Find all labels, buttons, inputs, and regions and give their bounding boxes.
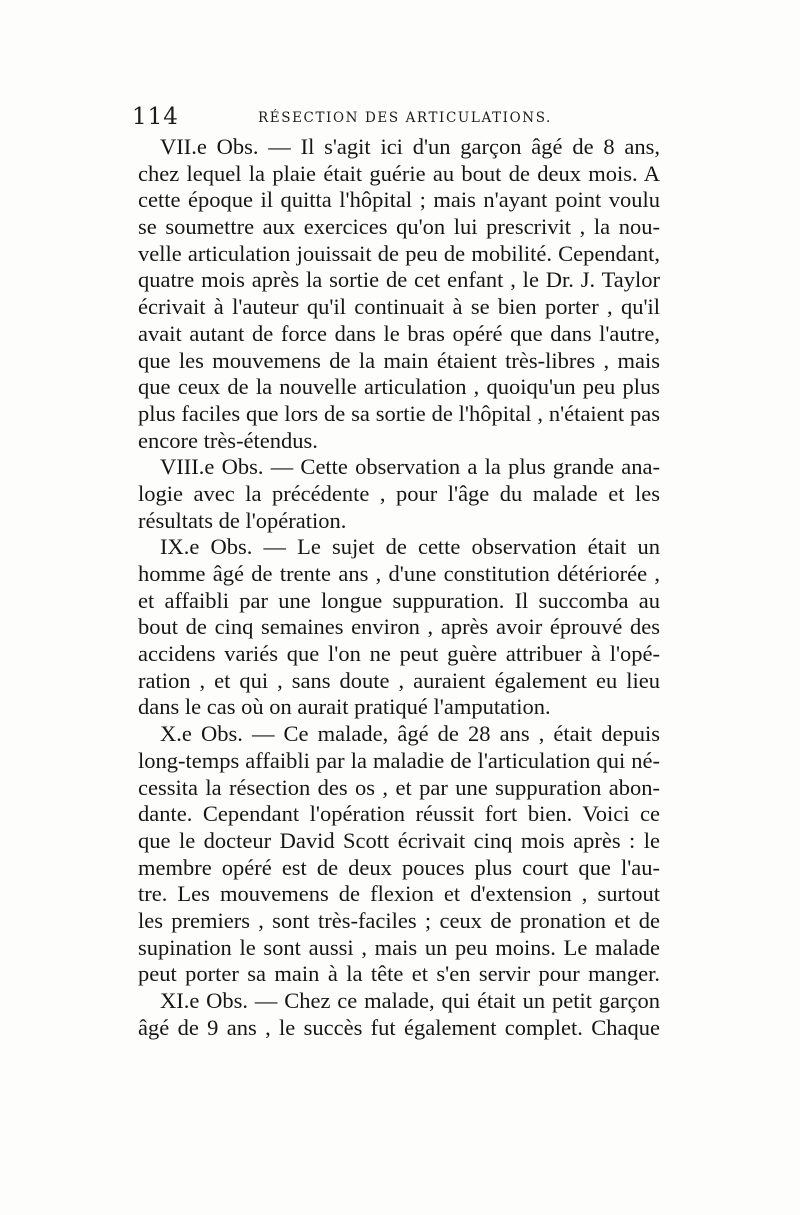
text-line: écrivait à l'auteur qu'il continuait à se bien porter , qu'il (138, 294, 660, 320)
text-line: long-temps affaibli par la maladie de l'articulation qui né- (138, 747, 660, 773)
text-line: que les mouvemens de la main étaient très-libres , mais (138, 347, 660, 373)
text-line: ration , et qui , sans doute , auraient également eu lieu (138, 667, 660, 693)
text-line: encore très-étendus. (138, 427, 318, 453)
running-title: RÉSECTION DES ARTICULATIONS. (258, 110, 552, 126)
page-header (132, 104, 662, 134)
text-line: dans le cas où on aurait pratiqué l'amputation. (138, 694, 551, 720)
text-line: XI.e Obs. — Chez ce malade, qui était un petit garçon (160, 988, 660, 1013)
text-line: X.e Obs. — Ce malade, âgé de 28 ans , était depuis (160, 721, 660, 747)
text-line: se soumettre aux exercices qu'on lui prescrivit , la nou- (138, 214, 660, 240)
text-line: cette époque il quitta l'hôpital ; mais n'ayant point voulu (138, 187, 660, 213)
text-line: âgé de 9 ans , le succès fut également complet. Chaque (138, 1014, 660, 1040)
text-line: velle articulation jouissait de peu de mobilité. Cependant, (138, 240, 660, 266)
body-text (138, 134, 660, 1041)
page-number: 114 (132, 104, 179, 130)
text-line: chez lequel la plaie était guérie au bout de deux mois. A (138, 160, 660, 186)
text-line: VIII.e Obs. — Cette observation a la plus grande ana- (160, 454, 660, 480)
text-line: logie avec la précédente , pour l'âge du malade et les (138, 480, 660, 506)
text-line: les premiers , sont très-faciles ; ceux de pronation et de (138, 907, 660, 933)
text-line: dante. Cependant l'opération réussit fort bien. Voici ce (138, 801, 660, 827)
text-line: que le docteur David Scott écrivait cinq mois après : le (138, 827, 660, 853)
text-line: peut porter sa main à la tête et s'en servir pour manger. (138, 961, 660, 987)
text-line: quatre mois après la sortie de cet enfant , le Dr. J. Taylor (138, 267, 660, 293)
text-line: membre opéré est de deux pouces plus court que l'au- (138, 854, 660, 880)
text-line: tre. Les mouvemens de flexion et d'extension , surtout (138, 881, 660, 907)
text-line: homme âgé de trente ans , d'une constitution détériorée , (138, 561, 660, 586)
text-line: avait autant de force dans le bras opéré que dans l'autre, (138, 320, 660, 346)
text-line: que ceux de la nouvelle articulation , quoiqu'un peu plus (138, 374, 660, 400)
text-line: accidens variés que l'on ne peut guère attribuer à l'opé- (138, 641, 660, 667)
text-line: et affaibli par une longue suppuration. Il succomba au (138, 587, 660, 613)
text-line: VII.e Obs. — Il s'agit ici d'un garçon âgé de 8 ans, (160, 134, 660, 159)
text-line: IX.e Obs. — Le sujet de cette observation était un (160, 534, 660, 560)
text-line: bout de cinq semaines environ , après avoir éprouvé des (138, 614, 660, 640)
text-line: plus faciles que lors de sa sortie de l'hôpital , n'étaient pas (138, 400, 660, 426)
text-line: résultats de l'opération. (138, 507, 347, 533)
text-line: cessita la résection des os , et par une suppuration abon- (138, 774, 660, 800)
text-line: supination le sont aussi , mais un peu moins. Le malade (138, 934, 660, 960)
